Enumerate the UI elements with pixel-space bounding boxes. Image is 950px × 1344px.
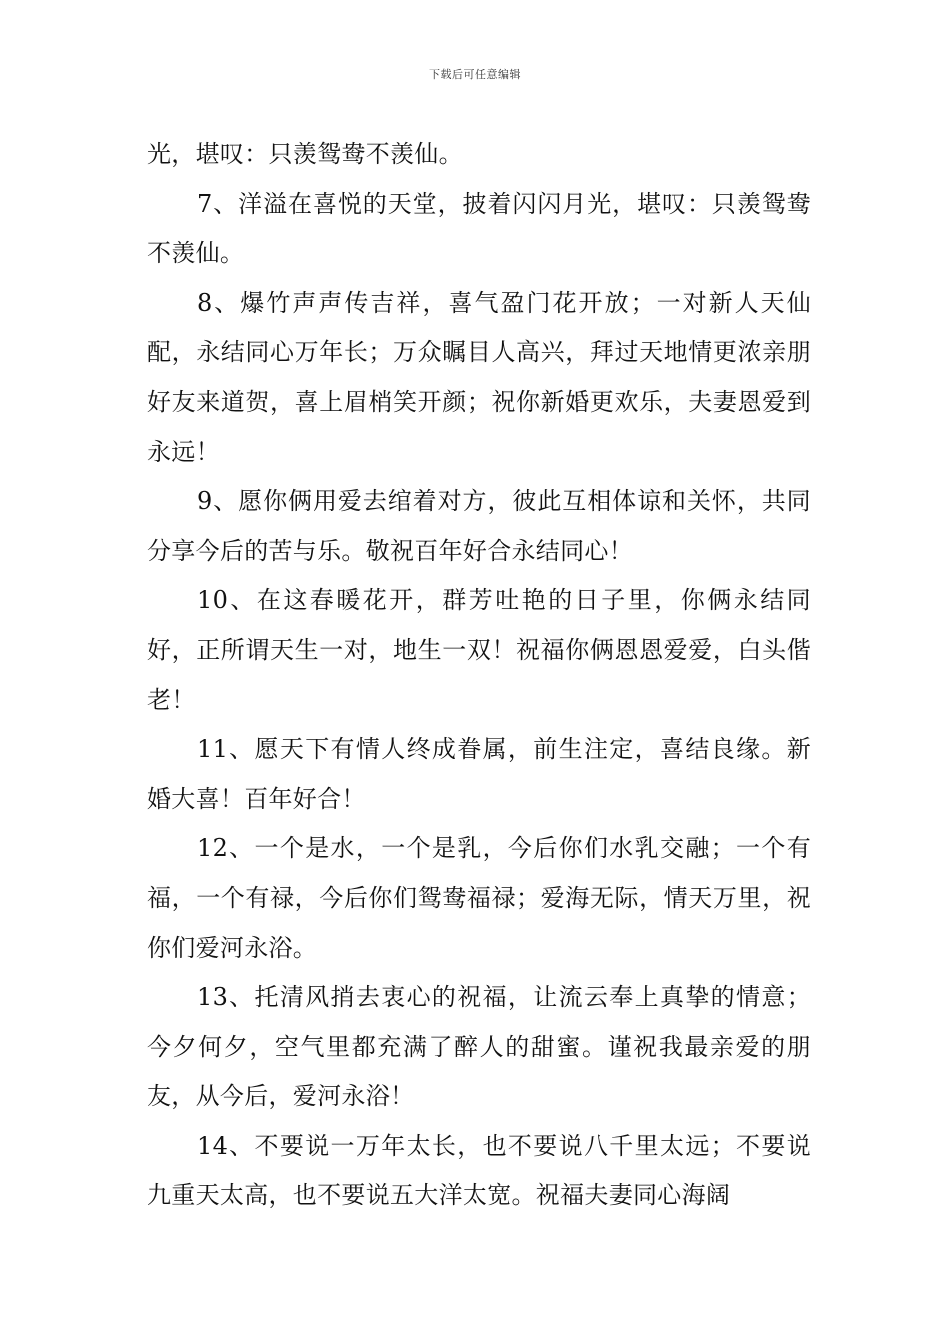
page-header: 下载后可任意编辑: [429, 68, 521, 81]
paragraph-continuation: 光，堪叹：只羡鸳鸯不羡仙。: [147, 140, 463, 168]
paragraph-7: 7、洋溢在喜悦的天堂，披着闪闪月光，堪叹：只羡鸳鸯不羡仙。: [147, 189, 811, 268]
paragraph-8: 8、爆竹声声传吉祥，喜气盈门花开放；一对新人天仙配，永结同心万年长；万众瞩目人高兴，拜过天地情更浓亲朋好友来道贺，喜上眉梢笑开颜；祝你新婚更欢乐，夫妻恩爱到永远！: [147, 288, 811, 466]
paragraph-14: 14、不要说一万年太长，也不要说八千里太远；不要说九重天太高，也不要说五大洋太宽。祝福夫妻同心海阔: [147, 1131, 811, 1210]
paragraph-12: 12、一个是水，一个是乳，今后你们水乳交融；一个有福，一个有禄，今后你们鸳鸯福禄；爱海无际，情天万里，祝你们爱河永浴。: [147, 834, 811, 962]
document-body: [147, 130, 811, 1221]
paragraph-13: 13、托清风捎去衷心的祝福，让流云奉上真挚的情意；今夕何夕，空气里都充满了醉人的甜蜜。谨祝我最亲爱的朋友，从今后，爱河永浴！: [147, 983, 811, 1111]
paragraph-11: 11、愿天下有情人终成眷属，前生注定，喜结良缘。新婚大喜！百年好合！: [147, 735, 811, 813]
paragraph-10: 10、在这春暖花开，群芳吐艳的日子里，你俩永结同好，正所谓天生一对，地生一双！祝福你俩恩恩爱爱，白头偕老！: [147, 586, 811, 714]
paragraph-9: 9、愿你俩用爱去绾着对方，彼此互相体谅和关怀，共同分享今后的苦与乐。敬祝百年好合永结同心！: [147, 487, 811, 565]
